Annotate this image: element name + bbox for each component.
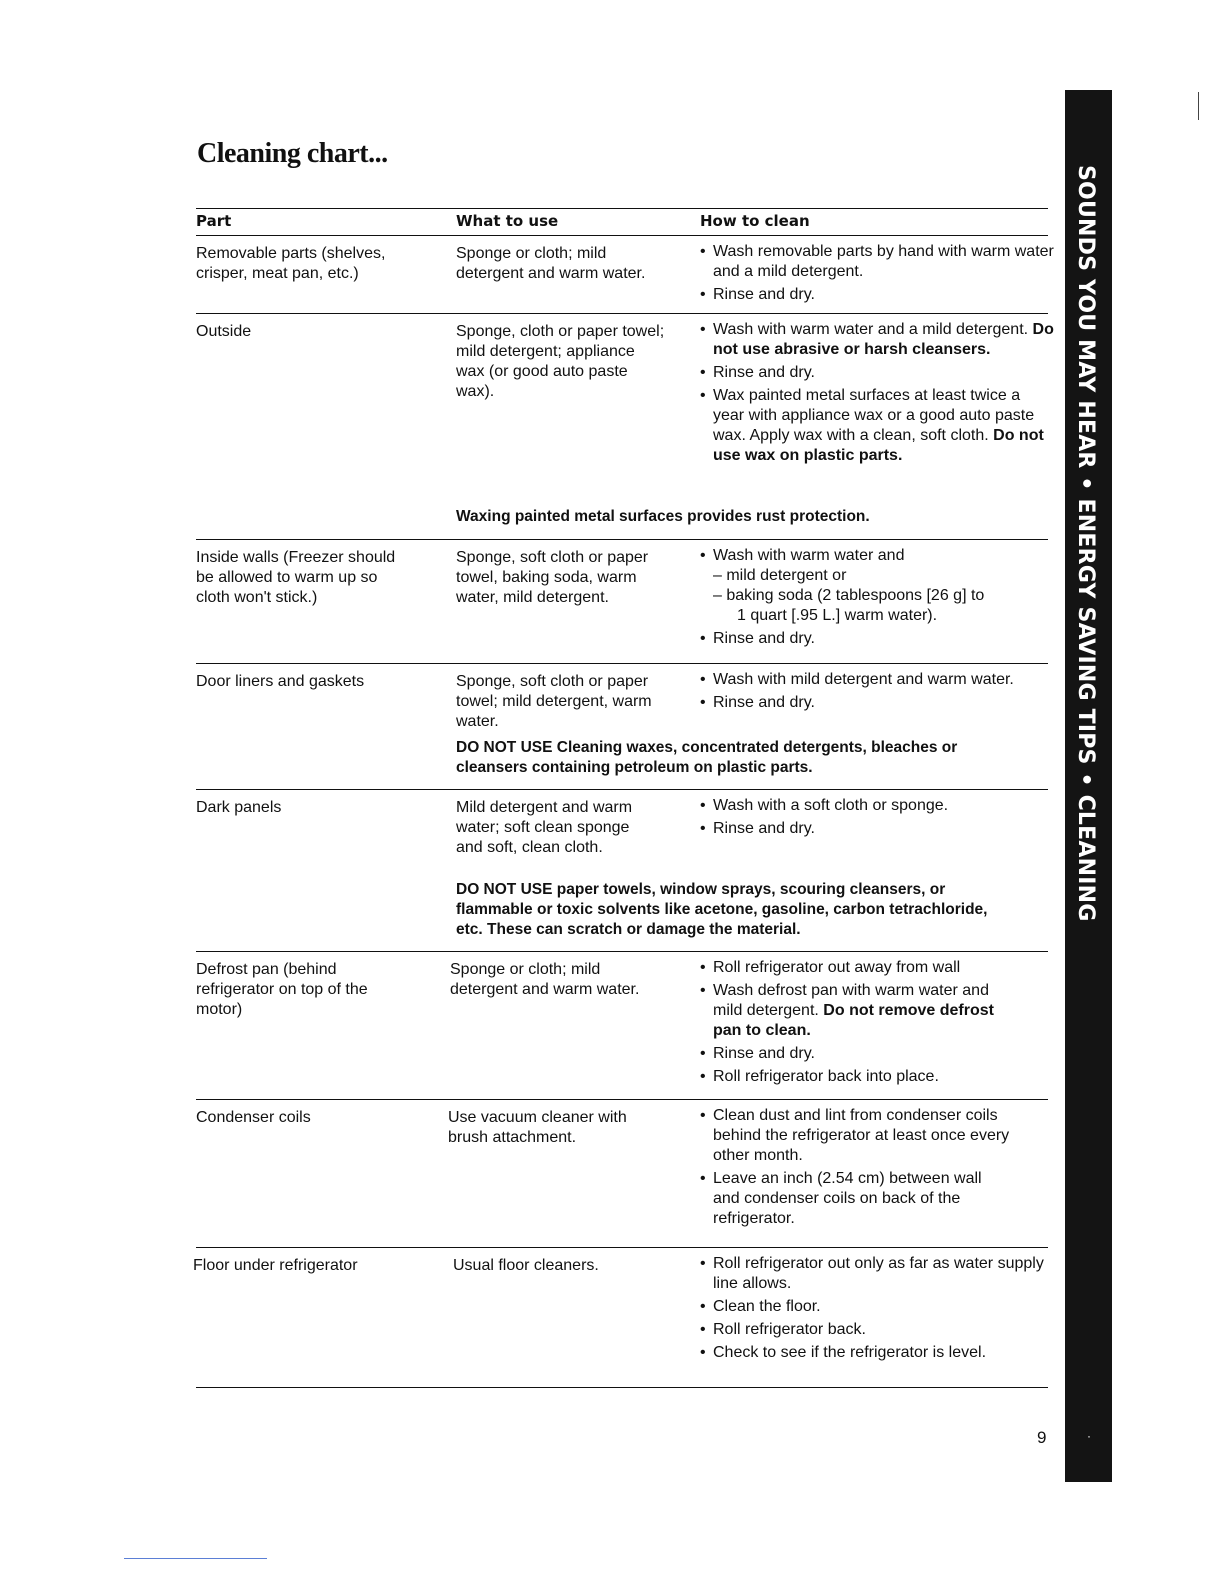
how-step: • Roll refrigerator out away from wall — [700, 958, 1000, 978]
how-cell — [700, 320, 1054, 469]
row-note: Waxing painted metal surfaces provides rust protection. — [456, 508, 870, 525]
how-step: • Wash with a soft cloth or sponge. — [700, 796, 1054, 816]
how-step: • Check to see if the refrigerator is level. — [700, 1343, 1050, 1363]
how-step: • Wash with warm water and – mild detergent or – baking soda (2 tablespoons [26 g] to 1 quart [.95 L.] warm water). — [700, 546, 1054, 626]
header-what-to-use: What to use — [456, 212, 559, 230]
how-step: • Rinse and dry. — [700, 819, 1054, 839]
how-substep: – baking soda (2 tablespoons [26 g] to — [713, 587, 985, 604]
how-step: • Wash with warm water and a mild detergent. Do not use abrasive or harsh cleansers. — [700, 320, 1054, 360]
how-substep: – mild detergent or — [713, 567, 847, 584]
what-cell: Sponge, soft cloth or paper towel, baking soda, warm water, mild detergent. — [456, 549, 649, 606]
how-step: • Rinse and dry. — [700, 629, 1054, 649]
warning-text: Do not use wax on plastic parts. — [713, 427, 1044, 464]
what-cell: Sponge, cloth or paper towel; mild detergent; appliance wax (or good auto paste wax). — [456, 323, 665, 400]
how-cell — [700, 1254, 1050, 1366]
what-cell: Mild detergent and warm water; soft clean sponge and soft, clean cloth. — [456, 799, 633, 856]
table-row-door-liners — [196, 664, 1048, 790]
row-note: DO NOT USE paper towels, window sprays, scouring cleansers, or flammable or toxic solvents like acetone, gasoline, carbon tetrachloride, etc. These can scratch or damage the material. — [456, 881, 988, 938]
row-note: DO NOT USE Cleaning waxes, concentrated detergents, bleaches or cleansers containing petroleum on plastic parts. — [456, 739, 958, 776]
part-cell: Inside walls (Freezer should be allowed to warm up so cloth won't stick.) — [196, 549, 396, 606]
how-cell — [700, 546, 1054, 652]
page-number: 9 — [1037, 1428, 1047, 1447]
how-step: • Roll refrigerator back. — [700, 1320, 1050, 1340]
header-how-to-clean: How to clean — [700, 212, 810, 230]
table-row-condenser-coils — [196, 1100, 1048, 1248]
table-row-floor — [193, 1248, 1048, 1388]
part-cell: Door liners and gaskets — [196, 673, 365, 690]
how-step: • Rinse and dry. — [700, 285, 1054, 305]
what-cell: Use vacuum cleaner with brush attachment. — [448, 1109, 627, 1146]
how-cell — [700, 958, 1000, 1090]
how-step: • Roll refrigerator out only as far as water supply line allows. — [700, 1254, 1050, 1294]
table-row-outside — [196, 314, 1054, 540]
part-cell: Removable parts (shelves, crisper, meat pan, etc.) — [196, 245, 386, 282]
how-cell — [700, 670, 1054, 716]
how-step: • Wash defrost pan with warm water and mild detergent. Do not remove defrost pan to clean. — [700, 981, 1000, 1041]
what-cell: Sponge or cloth; mild detergent and warm water. — [450, 961, 640, 998]
part-cell: Condenser coils — [196, 1109, 311, 1126]
part-cell: Defrost pan (behind refrigerator on top of the motor) — [196, 961, 368, 1018]
how-step: • Clean dust and lint from condenser coils behind the refrigerator at least once every other month. — [700, 1106, 1010, 1166]
part-cell: Floor under refrigerator — [193, 1257, 358, 1274]
table-row-defrost-pan — [196, 952, 1048, 1100]
what-cell: Sponge, soft cloth or paper towel; mild detergent, warm water. — [456, 673, 652, 730]
what-cell: Usual floor cleaners. — [453, 1257, 599, 1274]
how-cell — [700, 1106, 1010, 1232]
part-cell: Dark panels — [196, 799, 282, 816]
how-step: • Roll refrigerator back into place. — [700, 1067, 1000, 1087]
how-step: • Wash removable parts by hand with warm water and a mild detergent. — [700, 242, 1054, 282]
part-cell: Outside — [196, 323, 252, 340]
how-cell — [700, 242, 1054, 308]
side-tab-label: SOUNDS YOU MAY HEAR • ENERGY SAVING TIPS • CLEANING — [1073, 165, 1098, 922]
how-step: • Rinse and dry. — [700, 363, 1054, 383]
how-step: • Leave an inch (2.54 cm) between wall and condenser coils on back of the refrigerator. — [700, 1169, 1010, 1229]
how-cell — [700, 796, 1054, 842]
warning-text: Do not use abrasive or harsh cleansers. — [713, 321, 1054, 358]
table-row-removable-parts — [196, 236, 1054, 314]
table-header — [196, 208, 1048, 236]
how-step: • Clean the floor. — [700, 1297, 1050, 1317]
table-row-inside-walls — [196, 540, 1048, 664]
margin-mark — [1198, 92, 1199, 120]
side-tab-dot: · — [1087, 1429, 1091, 1443]
header-part: Part — [196, 212, 232, 230]
how-step: • Wax painted metal surfaces at least twice a year with appliance wax or a good auto paste wax. Apply wax with a clean, soft cloth. Do not use wax on plastic parts. — [700, 386, 1054, 466]
page-title: Cleaning chart... — [197, 138, 388, 169]
how-step: • Rinse and dry. — [700, 1044, 1000, 1064]
section-side-tab — [1065, 90, 1112, 1482]
how-step: • Rinse and dry. — [700, 693, 1054, 713]
warning-text: Do not remove defrost pan to clean. — [713, 1002, 994, 1039]
how-substep: 1 quart [.95 L.] warm water). — [737, 607, 938, 624]
how-step: • Wash with mild detergent and warm water. — [700, 670, 1054, 690]
table-row-dark-panels — [196, 790, 1048, 952]
what-cell: Sponge or cloth; mild detergent and warm water. — [456, 245, 646, 282]
footer-rule — [124, 1558, 267, 1559]
